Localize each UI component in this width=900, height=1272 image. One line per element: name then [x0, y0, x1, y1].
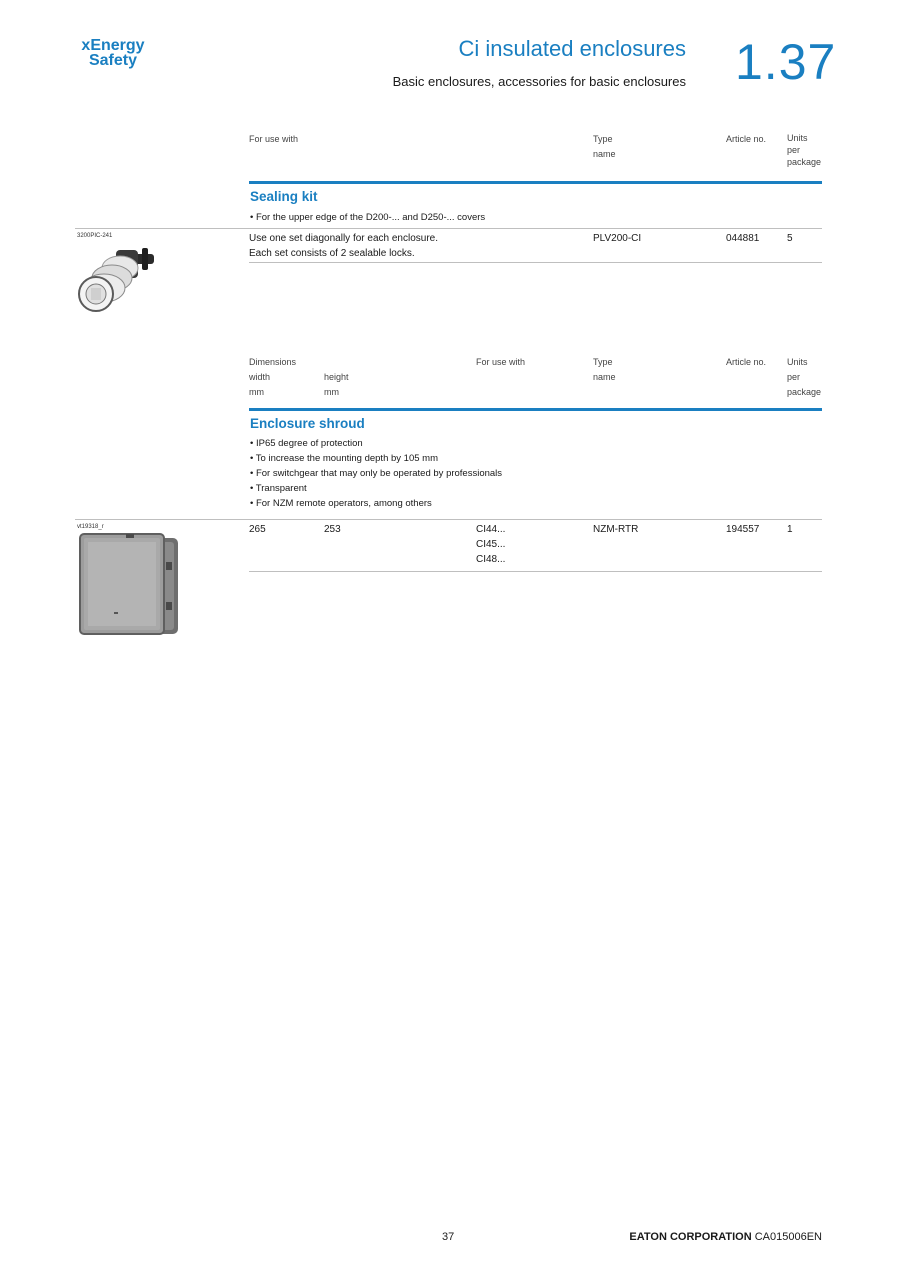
shroud-article: 194557: [726, 524, 760, 535]
image-caption: vt19318_r: [77, 524, 104, 530]
bullet-item: • For switchgear that may only be operated by professionals: [250, 466, 502, 481]
row-divider: [75, 228, 822, 229]
image-caption: 3200PIC-241: [77, 233, 113, 239]
col-type: Type name: [593, 357, 616, 382]
corp-name: EATON CORPORATION: [629, 1231, 752, 1243]
row-divider: [75, 519, 822, 520]
brand-logo: [78, 38, 148, 68]
bullet-item: • IP65 degree of protection: [250, 436, 502, 451]
section-title-sealing-kit: Sealing kit: [250, 189, 318, 204]
sealing-kit-units: 5: [787, 233, 793, 244]
enclosure-shroud-bullets: [250, 436, 502, 511]
enclosure-shroud-image: [78, 532, 180, 638]
shroud-units: 1: [787, 524, 793, 535]
page-title: Ci insulated enclosures: [458, 36, 686, 61]
col-type: Type name: [593, 134, 616, 159]
sealing-kit-image: [76, 240, 166, 316]
brand-line-2: Safety: [88, 52, 138, 69]
col-article: Article no.: [726, 357, 767, 367]
section-rule: [249, 408, 822, 411]
bullet-item: • Transparent: [250, 481, 502, 496]
sealing-kit-type: PLV200-CI: [593, 233, 642, 244]
sealing-kit-description: Use one set diagonally for each enclosure. Each set consists of 2 sealable locks.: [249, 233, 439, 259]
col-use-with: For use with: [249, 134, 299, 144]
col-dimensions: Dimensions width mm: [249, 357, 297, 397]
shroud-use-with: CI44... CI45... CI48...: [476, 524, 506, 565]
shroud-height: 253: [324, 524, 341, 535]
col-article: Article no.: [726, 134, 767, 144]
shroud-width: 265: [249, 524, 266, 535]
brand-line-1: xEnergy: [81, 37, 145, 54]
section-rule: [249, 181, 822, 184]
shroud-type: NZM-RTR: [593, 524, 639, 535]
col-height: height mm: [324, 372, 349, 397]
bullet-item: • For the upper edge of the D200-... and D250-... covers: [250, 210, 485, 225]
bullet-item: • To increase the mounting depth by 105 mm: [250, 451, 502, 466]
row-divider: [249, 262, 822, 263]
section-title-enclosure-shroud: Enclosure shroud: [250, 416, 365, 431]
sealing-kit-bullets: [250, 210, 485, 225]
doc-code: CA015006EN: [754, 1231, 822, 1243]
page-subtitle: Basic enclosures, accessories for basic enclosures: [392, 74, 686, 89]
col-units: Units per package: [787, 357, 822, 397]
bullet-item: • For NZM remote operators, among others: [250, 496, 502, 511]
row-divider: [249, 571, 822, 572]
sealing-kit-article: 044881: [726, 233, 760, 244]
footer-corporation: [629, 1231, 822, 1243]
chapter-number: 1.37: [735, 34, 837, 90]
col-units: Units per package: [787, 133, 822, 167]
page-number: 37: [442, 1231, 455, 1243]
col-use-with: For use with: [476, 357, 526, 367]
